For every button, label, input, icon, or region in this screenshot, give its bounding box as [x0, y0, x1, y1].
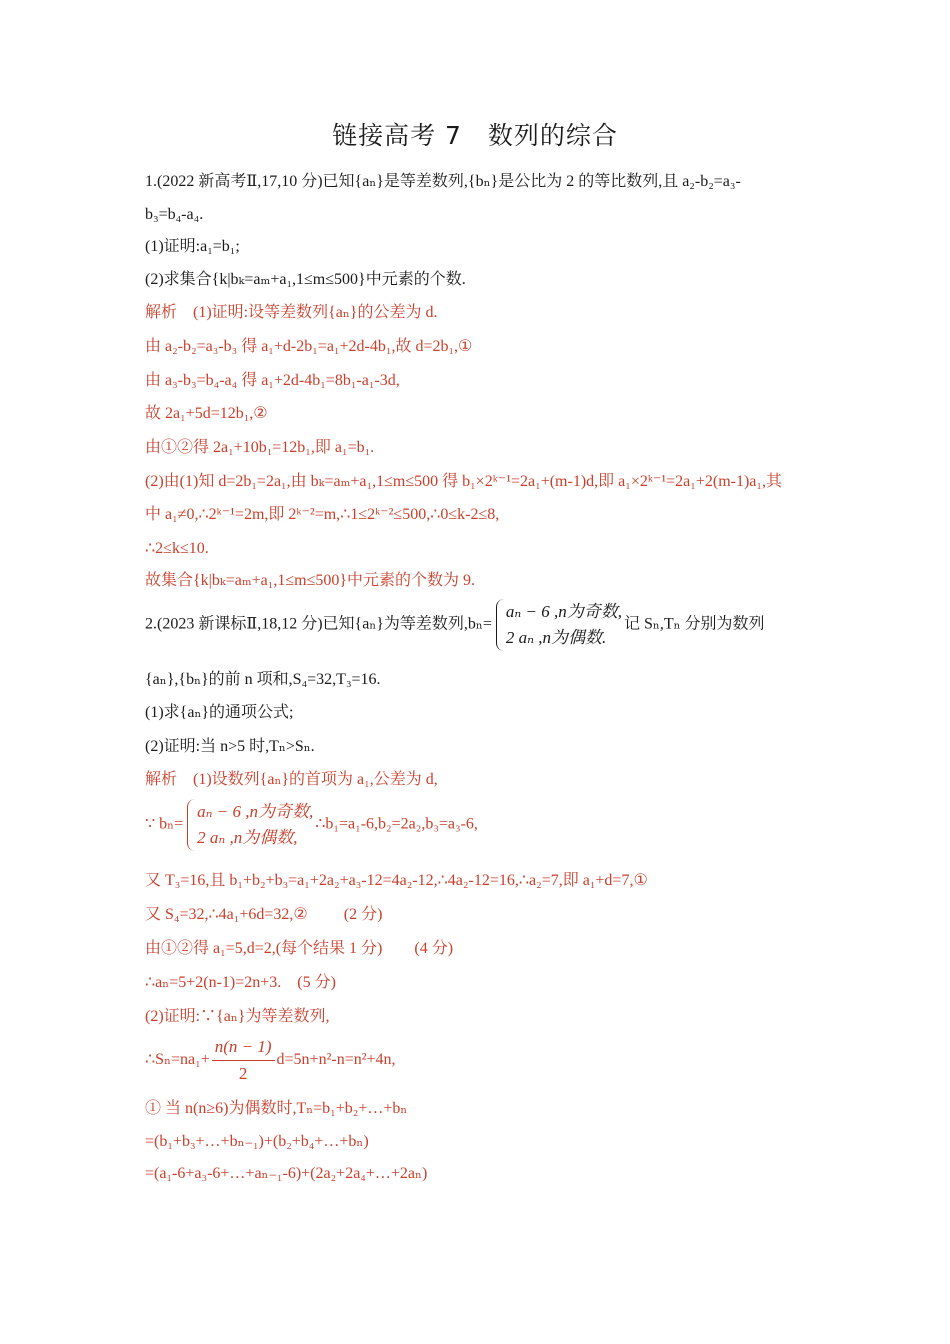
- solution-2-line: 解析 (1)设数列{aₙ}的首项为 a₁,公差为 d,: [145, 771, 438, 788]
- solution-1-line: 由 a₂-b₂=a₃-b₃ 得 a₁+d-2b₁=a₁+2d-4b₁,故 d=2b₁,①: [145, 338, 473, 355]
- solution-2-line: 又 S₄=32,∴4a₁+6d=32,② (2 分): [145, 906, 383, 923]
- problem-2-statement-cont: {aₙ},{bₙ}的前 n 项和,S₄=32,T₃=16.: [145, 671, 381, 688]
- problem-1-statement-cont: b₃=b₄-a₄.: [145, 206, 204, 223]
- problem-2-intro: 2.(2023 新课标Ⅱ,18,12 分)已知{aₙ}为等差数列,bₙ=: [145, 615, 492, 633]
- fraction: [212, 1036, 275, 1085]
- solution-1-line: (2)由(1)知 d=2b₁=2a₁,由 bₖ=aₘ+a₁,1≤m≤500 得 b₁×2ᵏ⁻¹=2a₁+(m-1)d,即 a₁×2ᵏ⁻¹=2a₁+2(m-1)a₁,其: [145, 473, 782, 490]
- problem-1-question-1: (1)证明:a₁=b₁;: [145, 238, 240, 255]
- fraction-numerator: n(n − 1): [212, 1036, 275, 1061]
- solution-1-line: 中 a₁≠0,∴2ᵏ⁻¹=2m,即 2ᵏ⁻²=m,∴1≤2ᵏ⁻²≤500,∴0≤k-2≤8,: [145, 506, 500, 523]
- page-title: 链接高考 7 数列的综合: [332, 121, 618, 150]
- solution-2-line: 又 T₃=16,且 b₁+b₂+b₃=a₁+2a₂+a₃-12=4a₂-12,∴4a₂-12=16,∴a₂=7,即 a₁+d=7,①: [145, 872, 648, 889]
- solution-1-line: 故集合{k|bₖ=aₘ+a₁,1≤m≤500}中元素的个数为 9.: [145, 572, 476, 589]
- solution-1-line: 由①②得 2a₁+10b₁=12b₁,即 a₁=b₁.: [145, 439, 375, 456]
- sum-formula-suffix: d=5n+n²-n=n²+4n,: [276, 1051, 396, 1069]
- problem-2-question-1: (1)求{aₙ}的通项公式;: [145, 704, 294, 721]
- solution-2-line: ① 当 n(n≥6)为偶数时,Tₙ=b₁+b₂+…+bₙ: [145, 1100, 408, 1117]
- problem-2-statement: [145, 599, 765, 651]
- piecewise-case-odd: aₙ − 6 ,n为奇数,: [197, 802, 314, 821]
- piecewise-case-odd: aₙ − 6 ,n为奇数,: [505, 602, 622, 621]
- solution-2-therefore: ∴b₁=a₁-6,b₂=2a₂,b₃=a₃-6,: [315, 815, 478, 833]
- solution-1-line: 解析 (1)证明:设等差数列{aₙ}的公差为 d.: [145, 304, 438, 321]
- solution-2-line: ∴aₙ=5+2(n-1)=2n+3. (5 分): [145, 974, 336, 991]
- problem-1-statement: 1.(2022 新高考Ⅱ,17,10 分)已知{aₙ}是等差数列,{bₙ}是公比为 2 的等比数列,且 a₂-b₂=a₃-: [145, 173, 741, 190]
- piecewise-case-even: 2 aₙ ,n为偶数.: [505, 628, 607, 647]
- solution-2-line: (2)证明:∵{aₙ}为等差数列,: [145, 1008, 330, 1025]
- solution-2-line: 由①②得 a₁=5,d=2,(每个结果 1 分) (4 分): [145, 940, 454, 957]
- solution-2-line: =(a₁-6+a₃-6+…+aₙ₋₁-6)+(2a₂+2a₄+…+2aₙ): [145, 1165, 428, 1182]
- piecewise-case-even: 2 aₙ ,n为偶数,: [197, 828, 298, 847]
- solution-2-piecewise-line: [145, 799, 478, 851]
- piecewise-brace: [494, 599, 622, 651]
- solution-2-line: =(b₁+b₃+…+bₙ₋₁)+(b₂+b₄+…+bₙ): [145, 1133, 369, 1150]
- sum-formula-prefix: ∴Sₙ=na₁+: [145, 1051, 210, 1069]
- piecewise-brace: [185, 799, 313, 851]
- problem-2-question-2: (2)证明:当 n>5 时,Tₙ>Sₙ.: [145, 738, 315, 755]
- fraction-denominator: 2: [238, 1064, 248, 1083]
- problem-1-question-2: (2)求集合{k|bₖ=aₘ+a₁,1≤m≤500}中元素的个数.: [145, 271, 466, 288]
- problem-2-intro-end: 记 Sₙ,Tₙ 分别为数列: [624, 615, 765, 633]
- solution-2-fraction-line: [145, 1036, 396, 1085]
- solution-1-line: 由 a₃-b₃=b₄-a₄ 得 a₁+2d-4b₁=8b₁-a₁-3d,: [145, 372, 400, 389]
- solution-2-because: ∵ bₙ=: [145, 815, 184, 833]
- solution-1-line: ∴2≤k≤10.: [145, 540, 209, 557]
- solution-1-line: 故 2a₁+5d=12b₁,②: [145, 405, 268, 422]
